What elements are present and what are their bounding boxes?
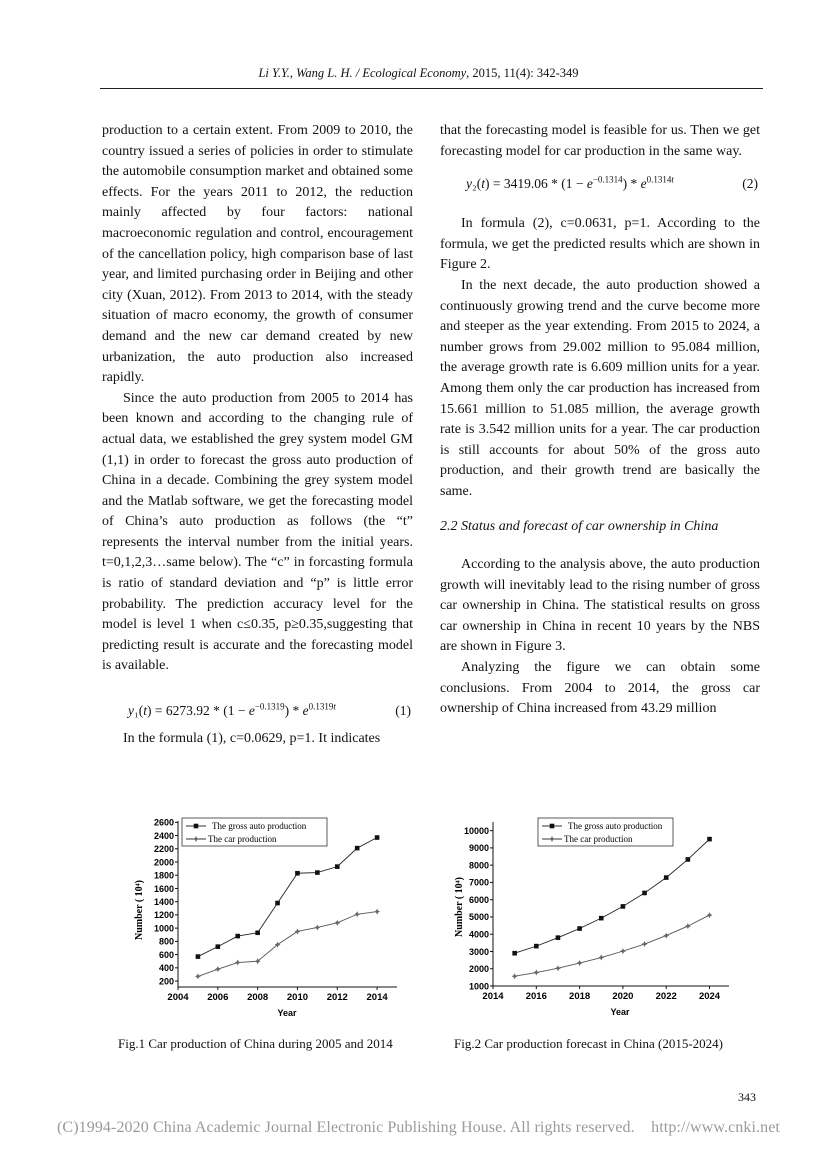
figure-1-caption: Fig.1 Car production of China during 2005 and 2014 (118, 1036, 393, 1051)
formula-2 (440, 168, 760, 200)
data-point-star (215, 966, 221, 972)
header-rule (100, 88, 763, 89)
running-header (0, 66, 837, 81)
data-point-star (620, 948, 626, 954)
data-point-square (599, 916, 604, 921)
figure-2-caption: Fig.2 Car production forecast in China (2015-2024) (454, 1036, 723, 1051)
data-point-square (550, 824, 555, 829)
y-tick-label: 1000 (468, 981, 489, 992)
x-tick-label: 2008 (247, 992, 269, 1003)
data-point-square (275, 901, 280, 906)
y-tick-label: 1000 (153, 923, 174, 934)
paragraph: In the formula (1), c=0.0629, p=1. It indicates (123, 731, 381, 747)
x-tick-label: 2014 (482, 991, 504, 1002)
data-point-star (235, 960, 241, 966)
y-tick-label: 6000 (468, 894, 489, 905)
data-point-star (374, 909, 380, 915)
data-point-square (577, 926, 582, 931)
data-point-square (375, 835, 380, 840)
paragraph: Since the auto production from 2005 to 2014 has been known and according to the changing rule of actual data, we established the grey system model GM (1,1) in order to forecast the gross auto production of China in a decade. Combining the grey system model and the Matlab software, we get the forecasting model of China’s auto production as follows (the “t” represents the interval number from the initial years. t=0,1,2,3…same below). The “c” in forcasting formula is ratio of standard deviation and “p” is little error probability. The prediction accuracy level for the model is level 1 when c≤0.35, p≥0.35,suggesting that predicting result is accurate and the forecasting model is available. (102, 390, 413, 674)
y-tick-label: 2000 (468, 964, 489, 975)
data-point-square (686, 857, 691, 862)
y-tick-label: 9000 (468, 843, 489, 854)
formula-1 (102, 695, 413, 727)
series-line-car-production (198, 912, 377, 977)
x-axis-label: Year (610, 1007, 630, 1017)
data-point-star (354, 911, 360, 917)
y-tick-label: 2600 (153, 817, 174, 828)
data-point-star (707, 912, 713, 918)
y-tick-label: 800 (158, 936, 174, 947)
section-heading: 2.2 Status and forecast of car ownership in China (440, 518, 719, 534)
page-number: 343 (738, 1090, 756, 1104)
y-tick-label: 400 (158, 963, 174, 974)
data-point-square (335, 864, 340, 869)
y-tick-label: 7000 (468, 877, 489, 888)
data-point-star (555, 965, 561, 971)
left-column (102, 121, 413, 750)
data-point-star (314, 924, 320, 930)
x-tick-label: 2018 (569, 991, 591, 1002)
data-point-star (598, 955, 604, 961)
formula-expression: $y_2(t) = 3419.06 * (1 - e^{-0.1314}) * e^{0.1314t}$ (466, 174, 674, 192)
x-tick-label: 2020 (612, 991, 634, 1002)
y-tick-label: 1400 (153, 896, 174, 907)
y-tick-label: 1200 (153, 910, 174, 921)
paragraph: that the forecasting model is feasible for us. Then we get forecasting model for car production in the same way. (440, 123, 760, 159)
series-line-gross-auto-production (198, 838, 377, 957)
x-tick-label: 2024 (698, 991, 721, 1002)
formula-number: (1) (395, 703, 411, 719)
data-point-star (334, 920, 340, 926)
x-tick-label: 2022 (655, 991, 677, 1002)
data-point-square (196, 954, 201, 959)
data-point-star (577, 960, 583, 966)
header-authors: Li Y.Y., Wang L. H. / (258, 66, 363, 80)
x-tick-label: 2016 (525, 991, 547, 1002)
y-tick-label: 200 (158, 976, 174, 987)
header-citation: , 2015, 11(4): 342-349 (466, 66, 579, 80)
header-journal: Ecological Economy (362, 66, 467, 80)
series-line-gross-auto-production (515, 839, 710, 953)
legend-label: The car production (564, 834, 633, 844)
figure-2-chart (450, 810, 730, 1025)
y-tick-label: 10000 (463, 825, 489, 836)
x-tick-label: 2012 (326, 992, 348, 1003)
y-tick-label: 2200 (153, 844, 174, 855)
y-tick-label: 5000 (468, 912, 489, 923)
data-point-square (707, 837, 712, 842)
data-point-star (512, 973, 518, 979)
paragraph: According to the analysis above, the auto production growth will inevitably lead to the rising number of gross car ownership in China. The statistical results on gross car ownership in China in recent 10 years by the NBS are shown in Figure 3. (440, 557, 760, 655)
y-tick-label: 3000 (468, 946, 489, 957)
data-point-square (235, 934, 240, 939)
y-tick-label: 4000 (468, 929, 489, 940)
data-point-square (642, 891, 647, 896)
data-point-square (355, 846, 360, 851)
x-tick-label: 2010 (286, 992, 309, 1003)
copyright-watermark: (C)1994-2020 China Academic Journal Electronic Publishing House. All rights reserved. http://www.cnki.net (57, 1119, 780, 1136)
x-tick-label: 2014 (366, 992, 388, 1003)
data-point-star (663, 933, 669, 939)
data-point-star (533, 970, 539, 976)
data-point-square (216, 944, 221, 949)
y-tick-label: 1800 (153, 870, 174, 881)
data-point-star (195, 973, 201, 979)
paragraph: production to a certain extent. From 2009 to 2010, the country issued a series of policies in order to stimulate the automobile consumption market and obtained some effects. For the years 2011 to 2012, the reduction mainly affected by four factors: national macroeconomic regulation and control, encouragement of the cancellation policy, high comparison base of last year, and limited purchasing order in Beijing and other city (Xuan, 2012). From 2013 to 2014, with the steady situation of macro economy, the growth of consumer demand and the new car demand created by new urbanization, the auto production also increased rapidly. (102, 123, 413, 386)
y-tick-label: 2000 (153, 857, 174, 868)
data-point-square (664, 875, 669, 880)
data-point-square (621, 904, 626, 909)
data-point-square (255, 930, 260, 935)
formula-expression: $y_1(t) = 6273.92 * (1 - e^{-0.1319}) * e^{0.1319t}$ (128, 701, 336, 719)
data-point-star (685, 923, 691, 929)
y-tick-label: 1600 (153, 883, 174, 894)
figure-1-chart (130, 810, 400, 1025)
data-point-square (534, 944, 539, 949)
data-point-square (556, 935, 561, 940)
data-point-star (294, 928, 300, 934)
legend-label: The gross auto production (212, 821, 307, 831)
y-tick-label: 2400 (153, 830, 174, 841)
legend-label: The car production (208, 834, 277, 844)
formula-number: (2) (742, 176, 758, 192)
data-point-square (194, 824, 199, 829)
right-column (440, 121, 760, 720)
data-point-square (295, 871, 300, 876)
x-axis-label: Year (277, 1008, 297, 1018)
x-tick-label: 2006 (207, 992, 229, 1003)
paragraph: In formula (2), c=0.0631, p=1. According to the formula, we get the predicted results which are shown in Figure 2. (440, 216, 760, 273)
y-tick-label: 600 (158, 949, 174, 960)
legend-label: The gross auto production (568, 821, 663, 831)
y-axis-label: Number ( 10⁴) (134, 879, 145, 941)
y-axis-label: Number ( 10⁴) (454, 876, 465, 938)
data-point-square (315, 870, 320, 875)
data-point-square (512, 951, 517, 956)
series-line-car-production (515, 915, 710, 976)
y-tick-label: 8000 (468, 860, 489, 871)
data-point-star (642, 941, 648, 947)
paragraph: Analyzing the figure we can obtain some conclusions. From 2004 to 2014, the gross car ownership of China increased from 43.29 million (440, 660, 760, 717)
x-tick-label: 2004 (167, 992, 189, 1003)
paragraph: In the next decade, the auto production showed a continuously growing trend and the curve become more and steeper as the year extending. From 2015 to 2024, a number grows from 29.002 million to 95.084 million, the average growth rate is 6.609 million units for a year. Among them only the car production has increased from 15.661 million to 51.085 million, the average growth rate is 3.542 million units for a year. The car production is still accounts for about 50% of the gross auto production, and their growth trend are basically the same. (440, 277, 760, 499)
